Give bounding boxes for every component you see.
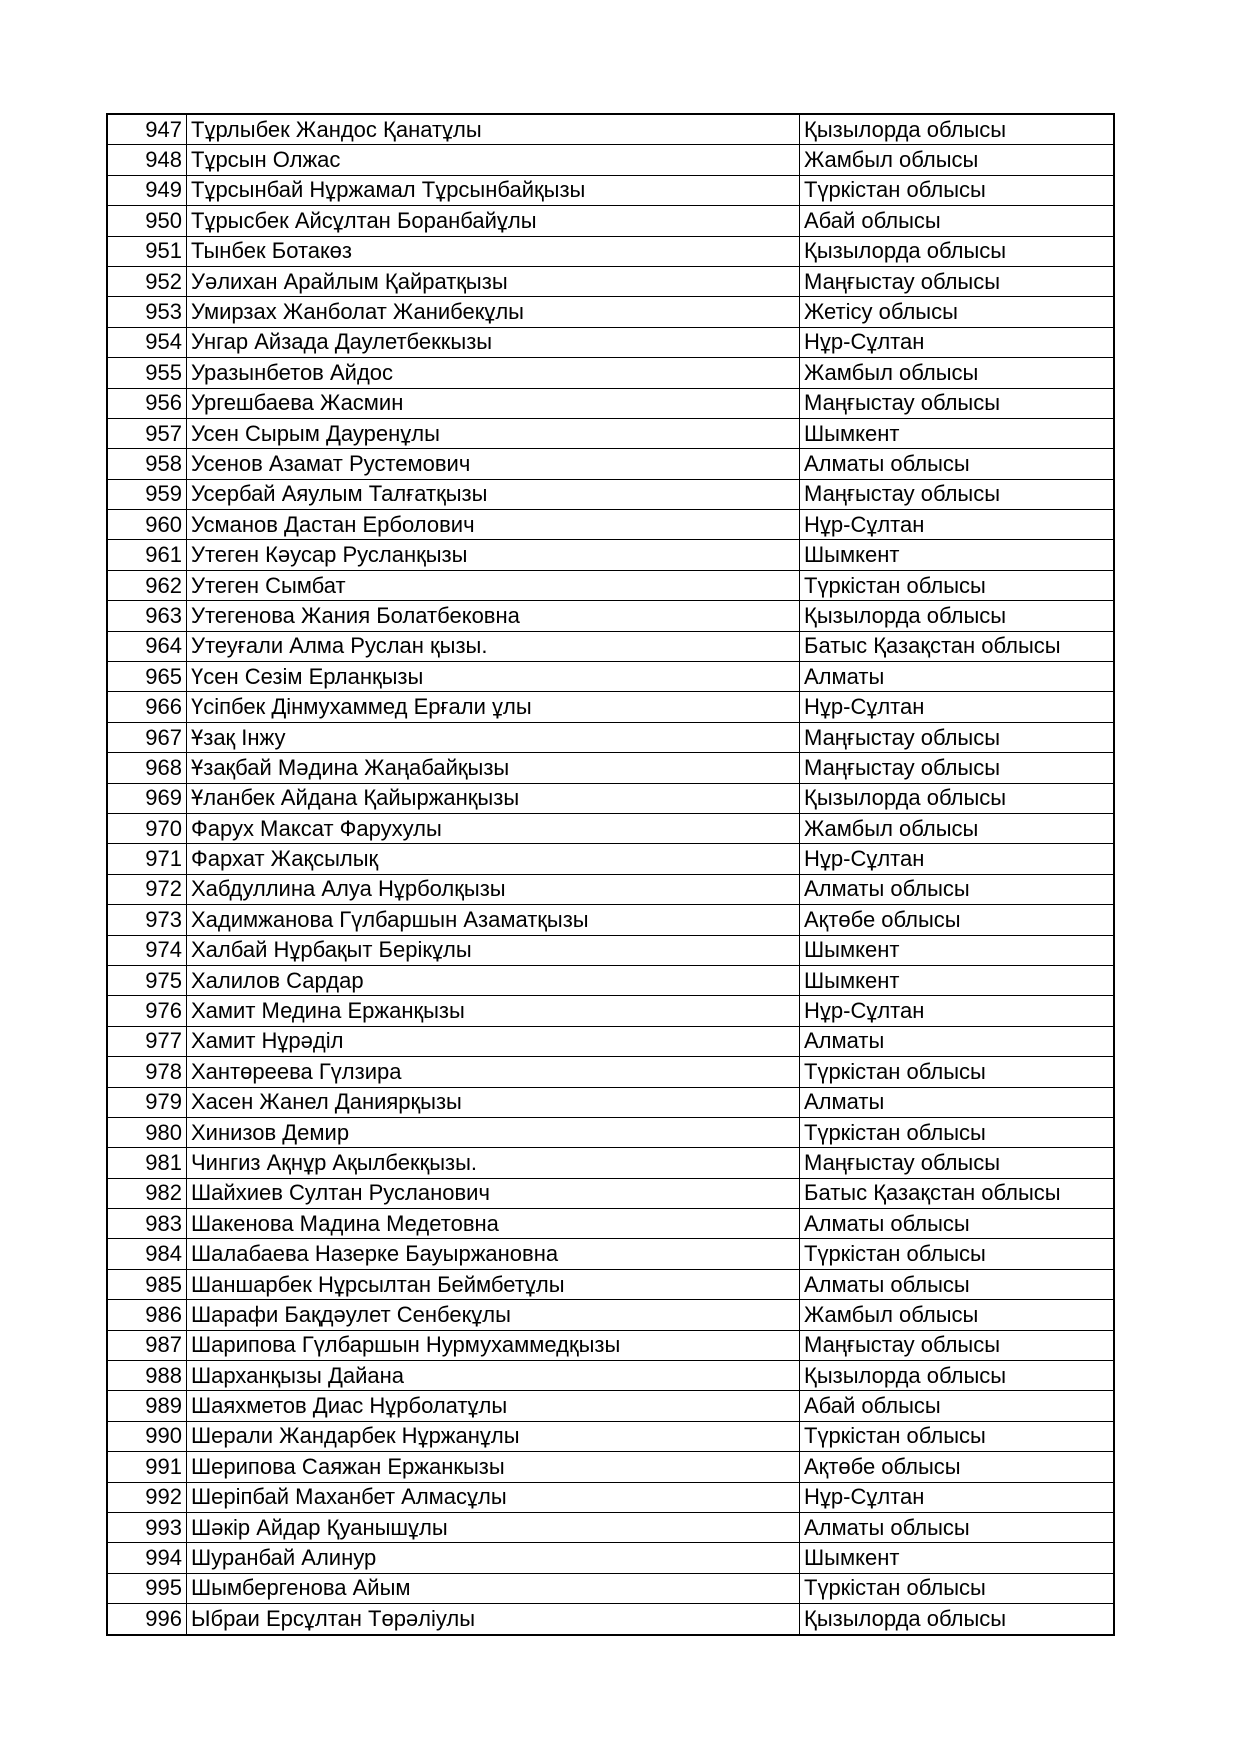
table-row <box>107 813 1114 843</box>
region-cell: Қызылорда облысы <box>800 601 1115 631</box>
region-cell: Алматы облысы <box>800 874 1115 904</box>
table-row <box>107 783 1114 813</box>
row-number-cell: 947 <box>107 114 187 145</box>
full-name-cell: Шарипова Гүлбаршын Нурмухаммедқызы <box>187 1330 800 1360</box>
region-cell: Жамбыл облысы <box>800 1300 1115 1330</box>
row-number-cell: 977 <box>107 1026 187 1056</box>
region-cell: Шымкент <box>800 935 1115 965</box>
table-row <box>107 1057 1114 1087</box>
region-cell: Жамбыл облысы <box>800 813 1115 843</box>
document-page <box>106 113 1115 1636</box>
row-number-cell: 960 <box>107 510 187 540</box>
full-name-cell: Шалабаева Назерке Бауыржановна <box>187 1239 800 1269</box>
table-row <box>107 692 1114 722</box>
row-number-cell: 978 <box>107 1057 187 1087</box>
region-cell: Нұр-Сұлтан <box>800 844 1115 874</box>
region-cell: Нұр-Сұлтан <box>800 692 1115 722</box>
table-row <box>107 510 1114 540</box>
full-name-cell: Шеріпбай Маханбет Алмасұлы <box>187 1482 800 1512</box>
region-cell: Маңғыстау облысы <box>800 722 1115 752</box>
region-cell: Жетісу облысы <box>800 297 1115 327</box>
full-name-cell: Шымбергенова Айым <box>187 1573 800 1603</box>
table-row <box>107 206 1114 236</box>
full-name-cell: Умирзах Жанболат Жанибекұлы <box>187 297 800 327</box>
full-name-cell: Утегенова Жания Болатбековна <box>187 601 800 631</box>
region-cell: Алматы <box>800 1026 1115 1056</box>
row-number-cell: 948 <box>107 145 187 175</box>
row-number-cell: 980 <box>107 1117 187 1147</box>
full-name-cell: Шарханқызы Дайана <box>187 1361 800 1391</box>
full-name-cell: Хамит Нұрәділ <box>187 1026 800 1056</box>
row-number-cell: 965 <box>107 662 187 692</box>
row-number-cell: 957 <box>107 418 187 448</box>
row-number-cell: 949 <box>107 175 187 205</box>
row-number-cell: 987 <box>107 1330 187 1360</box>
table-row <box>107 1452 1114 1482</box>
full-name-cell: Фарух Максат Фарухулы <box>187 813 800 843</box>
row-number-cell: 982 <box>107 1178 187 1208</box>
region-cell: Қызылорда облысы <box>800 236 1115 266</box>
row-number-cell: 962 <box>107 570 187 600</box>
row-number-cell: 981 <box>107 1148 187 1178</box>
region-cell: Маңғыстау облысы <box>800 753 1115 783</box>
full-name-cell: Тұрсынбай Нұржамал Тұрсынбайқызы <box>187 175 800 205</box>
full-name-cell: Хадимжанова Гүлбаршын Азаматқызы <box>187 905 800 935</box>
full-name-cell: Ыбраи Ерсұлтан Төрәліулы <box>187 1604 800 1635</box>
region-cell: Алматы <box>800 662 1115 692</box>
row-number-cell: 993 <box>107 1512 187 1542</box>
row-number-cell: 986 <box>107 1300 187 1330</box>
row-number-cell: 992 <box>107 1482 187 1512</box>
full-name-cell: Шаяхметов Диас Нұрболатұлы <box>187 1391 800 1421</box>
region-cell: Алматы облысы <box>800 1269 1115 1299</box>
region-cell: Абай облысы <box>800 206 1115 236</box>
region-cell: Түркістан облысы <box>800 1057 1115 1087</box>
row-number-cell: 950 <box>107 206 187 236</box>
full-name-cell: Шәкір Айдар Қуанышұлы <box>187 1512 800 1542</box>
region-cell: Алматы облысы <box>800 449 1115 479</box>
region-cell: Абай облысы <box>800 1391 1115 1421</box>
region-cell: Жамбыл облысы <box>800 358 1115 388</box>
row-number-cell: 967 <box>107 722 187 752</box>
row-number-cell: 963 <box>107 601 187 631</box>
full-name-cell: Ұзақ Інжу <box>187 722 800 752</box>
table-row <box>107 1026 1114 1056</box>
region-cell: Нұр-Сұлтан <box>800 510 1115 540</box>
full-name-cell: Шаншарбек Нұрсылтан Беймбетұлы <box>187 1269 800 1299</box>
table-row <box>107 1178 1114 1208</box>
region-cell: Қызылорда облысы <box>800 783 1115 813</box>
row-number-cell: 956 <box>107 388 187 418</box>
table-row <box>107 753 1114 783</box>
region-cell: Нұр-Сұлтан <box>800 1482 1115 1512</box>
table-row <box>107 935 1114 965</box>
table-row <box>107 1300 1114 1330</box>
table-row <box>107 874 1114 904</box>
full-name-cell: Үсіпбек Дінмухаммед Ерғали ұлы <box>187 692 800 722</box>
region-cell: Түркістан облысы <box>800 570 1115 600</box>
table-row <box>107 1361 1114 1391</box>
row-number-cell: 984 <box>107 1239 187 1269</box>
full-name-cell: Үсен Сезім Ерланқызы <box>187 662 800 692</box>
region-cell: Маңғыстау облысы <box>800 266 1115 296</box>
table-row <box>107 601 1114 631</box>
table-row <box>107 327 1114 357</box>
table-row <box>107 297 1114 327</box>
table-row <box>107 418 1114 448</box>
row-number-cell: 964 <box>107 631 187 661</box>
region-cell: Нұр-Сұлтан <box>800 327 1115 357</box>
table-row <box>107 1604 1114 1635</box>
full-name-cell: Шакенова Мадина Медетовна <box>187 1209 800 1239</box>
row-number-cell: 974 <box>107 935 187 965</box>
row-number-cell: 966 <box>107 692 187 722</box>
row-number-cell: 979 <box>107 1087 187 1117</box>
full-name-cell: Фархат Жақсылық <box>187 844 800 874</box>
full-name-cell: Хамит Медина Ержанқызы <box>187 996 800 1026</box>
table-row <box>107 1117 1114 1147</box>
region-cell: Ақтөбе облысы <box>800 905 1115 935</box>
full-name-cell: Хабдуллина Алуа Нұрболқызы <box>187 874 800 904</box>
full-name-cell: Усен Сырым Дауренұлы <box>187 418 800 448</box>
table-row <box>107 662 1114 692</box>
full-name-cell: Утеген Кәусар Русланқызы <box>187 540 800 570</box>
row-number-cell: 989 <box>107 1391 187 1421</box>
row-number-cell: 961 <box>107 540 187 570</box>
region-cell: Түркістан облысы <box>800 1573 1115 1603</box>
table-row <box>107 1421 1114 1451</box>
table-row <box>107 236 1114 266</box>
full-name-cell: Тұрлыбек Жандос Қанатұлы <box>187 114 800 145</box>
table-row <box>107 1482 1114 1512</box>
table-row <box>107 1330 1114 1360</box>
region-cell: Алматы <box>800 1087 1115 1117</box>
region-cell: Түркістан облысы <box>800 1117 1115 1147</box>
full-name-cell: Усенов Азамат Рустемович <box>187 449 800 479</box>
full-name-cell: Унгар Айзада Даулетбеккызы <box>187 327 800 357</box>
full-name-cell: Шарафи Бақдәулет Сенбекұлы <box>187 1300 800 1330</box>
table-row <box>107 114 1114 145</box>
row-number-cell: 996 <box>107 1604 187 1635</box>
row-number-cell: 973 <box>107 905 187 935</box>
row-number-cell: 991 <box>107 1452 187 1482</box>
table-row <box>107 1239 1114 1269</box>
table-row <box>107 479 1114 509</box>
full-name-cell: Утеуғали Алма Руслан қызы. <box>187 631 800 661</box>
full-name-cell: Ургешбаева Жасмин <box>187 388 800 418</box>
table-row <box>107 996 1114 1026</box>
table-row <box>107 722 1114 752</box>
table-row <box>107 1087 1114 1117</box>
row-number-cell: 959 <box>107 479 187 509</box>
region-cell: Жамбыл облысы <box>800 145 1115 175</box>
region-cell: Қызылорда облысы <box>800 1604 1115 1635</box>
full-name-cell: Усербай Аяулым Талғатқызы <box>187 479 800 509</box>
table-row <box>107 570 1114 600</box>
region-cell: Алматы облысы <box>800 1512 1115 1542</box>
table-row <box>107 1573 1114 1603</box>
full-name-cell: Ұзақбай Мәдина Жаңабайқызы <box>187 753 800 783</box>
full-name-cell: Шерипова Саяжан Ержанкызы <box>187 1452 800 1482</box>
table-row <box>107 388 1114 418</box>
row-number-cell: 976 <box>107 996 187 1026</box>
region-cell: Шымкент <box>800 540 1115 570</box>
region-cell: Маңғыстау облысы <box>800 1330 1115 1360</box>
row-number-cell: 953 <box>107 297 187 327</box>
row-number-cell: 954 <box>107 327 187 357</box>
region-cell: Шымкент <box>800 1543 1115 1573</box>
full-name-cell: Шайхиев Султан Русланович <box>187 1178 800 1208</box>
full-name-cell: Хасен Жанел Даниярқызы <box>187 1087 800 1117</box>
region-cell: Шымкент <box>800 418 1115 448</box>
full-name-cell: Усманов Дастан Ерболович <box>187 510 800 540</box>
row-number-cell: 985 <box>107 1269 187 1299</box>
row-number-cell: 970 <box>107 813 187 843</box>
full-name-cell: Ұланбек Айдана Қайыржанқызы <box>187 783 800 813</box>
table-row <box>107 1209 1114 1239</box>
full-name-cell: Тынбек Ботакөз <box>187 236 800 266</box>
row-number-cell: 983 <box>107 1209 187 1239</box>
region-cell: Нұр-Сұлтан <box>800 996 1115 1026</box>
table-row <box>107 175 1114 205</box>
table-row <box>107 844 1114 874</box>
row-number-cell: 969 <box>107 783 187 813</box>
full-name-cell: Шуранбай Алинур <box>187 1543 800 1573</box>
region-cell: Алматы облысы <box>800 1209 1115 1239</box>
row-number-cell: 968 <box>107 753 187 783</box>
row-number-cell: 975 <box>107 965 187 995</box>
region-cell: Батыс Қазақстан облысы <box>800 631 1115 661</box>
table-row <box>107 1148 1114 1178</box>
table-row <box>107 1512 1114 1542</box>
table-row <box>107 631 1114 661</box>
full-name-cell: Уәлихан Арайлым Қайратқызы <box>187 266 800 296</box>
full-name-cell: Тұрысбек Айсұлтан Боранбайұлы <box>187 206 800 236</box>
row-number-cell: 972 <box>107 874 187 904</box>
full-name-cell: Уразынбетов Айдос <box>187 358 800 388</box>
region-cell: Маңғыстау облысы <box>800 1148 1115 1178</box>
table-row <box>107 540 1114 570</box>
full-name-cell: Халбай Нұрбақыт Берікұлы <box>187 935 800 965</box>
full-name-cell: Хинизов Демир <box>187 1117 800 1147</box>
full-name-cell: Утеген Сымбат <box>187 570 800 600</box>
table-row <box>107 1543 1114 1573</box>
full-name-cell: Чингиз Ақнұр Ақылбекқызы. <box>187 1148 800 1178</box>
full-name-cell: Шерали Жандарбек Нұржанұлы <box>187 1421 800 1451</box>
region-cell: Қызылорда облысы <box>800 114 1115 145</box>
table-row <box>107 358 1114 388</box>
region-cell: Түркістан облысы <box>800 1239 1115 1269</box>
row-number-cell: 995 <box>107 1573 187 1603</box>
row-number-cell: 971 <box>107 844 187 874</box>
roster-table-body <box>107 114 1114 1635</box>
roster-table <box>106 113 1115 1636</box>
table-row <box>107 1269 1114 1299</box>
row-number-cell: 955 <box>107 358 187 388</box>
region-cell: Маңғыстау облысы <box>800 479 1115 509</box>
table-row <box>107 905 1114 935</box>
region-cell: Батыс Қазақстан облысы <box>800 1178 1115 1208</box>
full-name-cell: Хантөреева Гүлзира <box>187 1057 800 1087</box>
full-name-cell: Тұрсын Олжас <box>187 145 800 175</box>
row-number-cell: 958 <box>107 449 187 479</box>
region-cell: Маңғыстау облысы <box>800 388 1115 418</box>
row-number-cell: 951 <box>107 236 187 266</box>
table-row <box>107 1391 1114 1421</box>
table-row <box>107 266 1114 296</box>
table-row <box>107 449 1114 479</box>
region-cell: Түркістан облысы <box>800 175 1115 205</box>
row-number-cell: 994 <box>107 1543 187 1573</box>
row-number-cell: 990 <box>107 1421 187 1451</box>
region-cell: Қызылорда облысы <box>800 1361 1115 1391</box>
table-row <box>107 145 1114 175</box>
region-cell: Шымкент <box>800 965 1115 995</box>
row-number-cell: 988 <box>107 1361 187 1391</box>
region-cell: Ақтөбе облысы <box>800 1452 1115 1482</box>
row-number-cell: 952 <box>107 266 187 296</box>
table-row <box>107 965 1114 995</box>
full-name-cell: Халилов Сардар <box>187 965 800 995</box>
region-cell: Түркістан облысы <box>800 1421 1115 1451</box>
